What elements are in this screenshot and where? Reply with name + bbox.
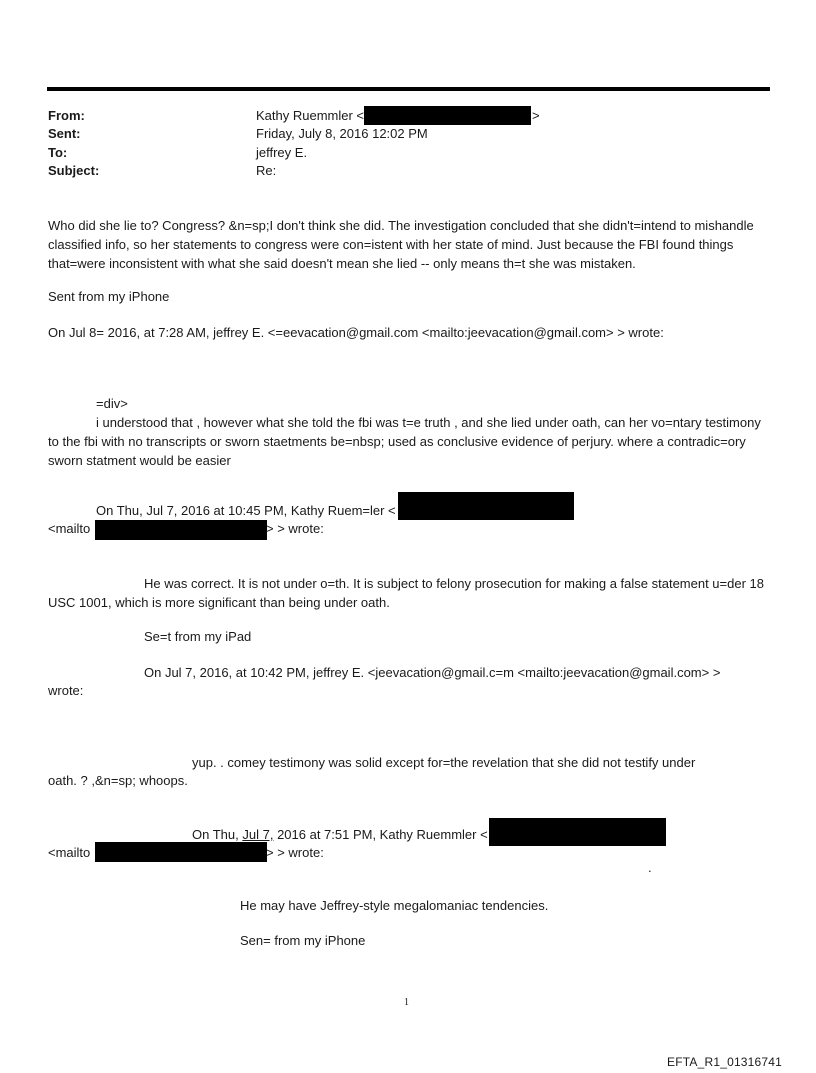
- mailto-text: <mailto: [48, 521, 91, 536]
- from-close: >: [532, 108, 540, 123]
- page-number: 1: [404, 997, 409, 1008]
- quote-header: On Jul 7, 2016, at 10:42 PM, jeffrey E. <jeevacation@gmail.c=m <mailto:jeevacation@gmail.com> >: [144, 665, 721, 680]
- quote-date-prefix: On Thu,: [192, 827, 239, 842]
- stray-dot: .: [648, 860, 652, 875]
- message-paragraph: He was correct. It is not under o=th. It is subject to felony prosecution for making a false statement u=der 18 USC 1001, which is more significant than being under oath.: [48, 576, 764, 610]
- redaction-box: [489, 818, 666, 846]
- message-line: oath. ? ,&n=sp; whoops.: [48, 773, 188, 788]
- sent-value: Friday, July 8, 2016 12:02 PM: [256, 126, 428, 141]
- from-value: Kathy Ruemmler <: [256, 108, 365, 123]
- subject-label: Subject:: [48, 163, 100, 178]
- signature-line: Sen= from my iPhone: [240, 933, 366, 948]
- quote-header: On Jul 8= 2016, at 7:28 AM, jeffrey E. <=eevacation@gmail.com <mailto:jeevacation@gmail.com> > wrote:: [48, 325, 664, 340]
- quote-date-link[interactable]: Jul 7,: [242, 827, 274, 842]
- quote-header: [192, 827, 488, 842]
- from-label: From:: [48, 108, 85, 123]
- signature-line: Sent from my iPhone: [48, 289, 170, 304]
- quote-header-continuation: wrote:: [48, 683, 84, 698]
- message-paragraph: i understood that , however what she told the fbi was t=e truth , and she lied under oath, can her vo=ntary testimony to the fbi with no transcripts or sworn staetments be=nbsp; used as conclusive evidence of perjury. where a contradic=ory sworn statment would be easier: [48, 415, 761, 468]
- message-line: He may have Jeffrey-style megalomaniac tendencies.: [240, 898, 549, 913]
- div-tag-text: =div>: [96, 396, 128, 411]
- redaction-box: [95, 520, 267, 540]
- sent-label: Sent:: [48, 126, 81, 141]
- redaction-box: [398, 492, 574, 520]
- mailto-text: <mailto: [48, 845, 91, 860]
- to-label: To:: [48, 145, 68, 160]
- redaction-box: [364, 106, 531, 125]
- message-paragraph: Who did she lie to? Congress? &n=sp;I don't think she did. The investigation concluded that she didn't=intend to mishandle classified info, so her statements to congress were con=istent with her state of mind. Just because the FBI found things that=were inconsistent with what she said doesn't mean she lied -- only means th=t she was mistaken.: [48, 218, 754, 271]
- header-rule: [47, 87, 770, 91]
- document-id: EFTA_R1_01316741: [667, 1055, 783, 1069]
- signature-line: Se=t from my iPad: [144, 629, 252, 644]
- quote-header: On Thu, Jul 7, 2016 at 10:45 PM, Kathy Ruem=ler <: [96, 503, 396, 518]
- wrote-text: > > wrote:: [266, 521, 324, 536]
- to-value: jeffrey E.: [256, 145, 308, 160]
- subject-value: Re:: [256, 163, 277, 178]
- quote-date-rest: 2016 at 7:51 PM, Kathy Ruemmler <: [277, 827, 488, 842]
- message-line: yup. . comey testimony was solid except for=the revelation that she did not testify under: [192, 755, 696, 770]
- redaction-box: [95, 842, 267, 862]
- wrote-text: > > wrote:: [266, 845, 324, 860]
